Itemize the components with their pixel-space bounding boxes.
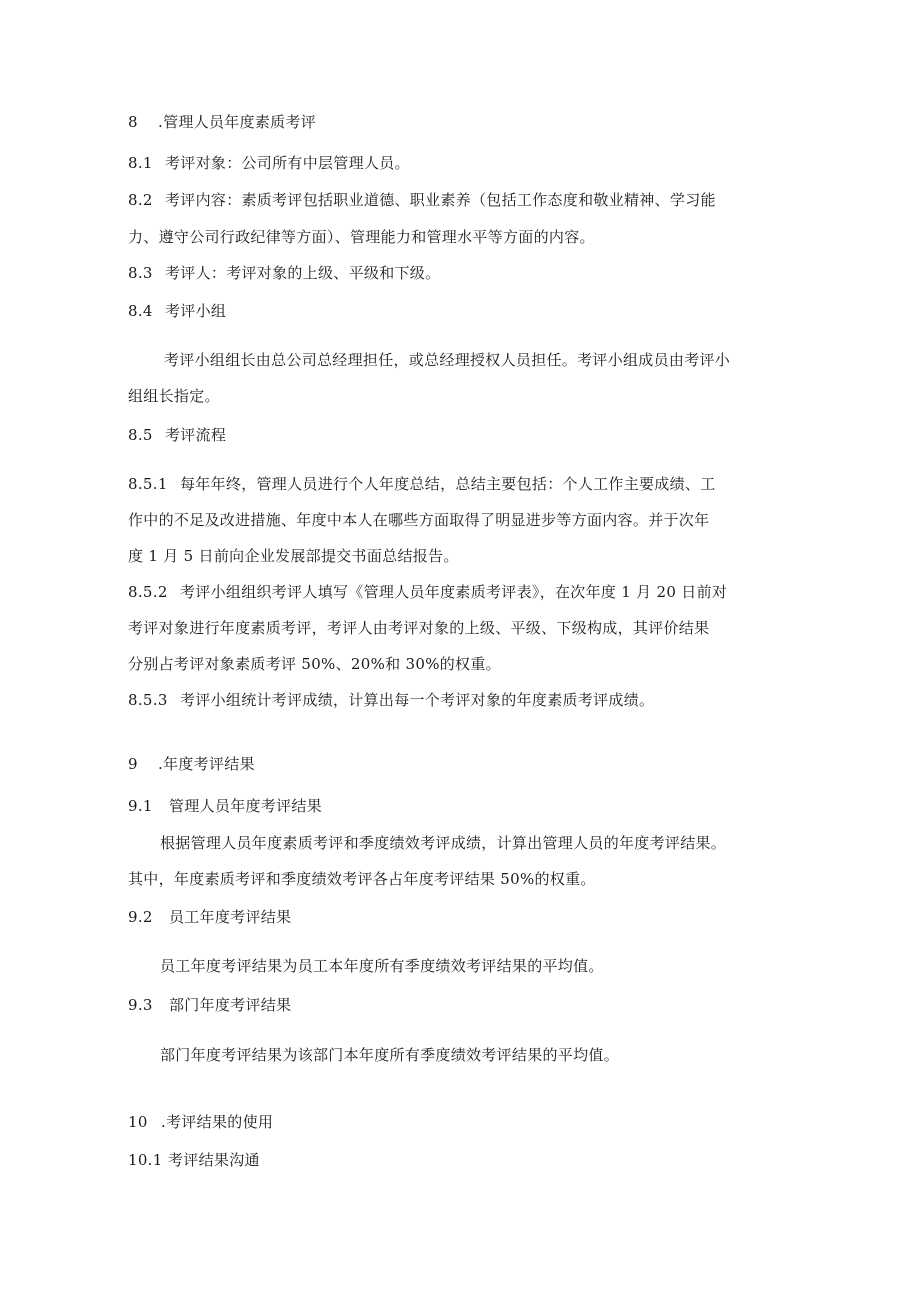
clause-8-2-line-2: 力、遵守公司行政纪律等方面）、管理能力和管理水平等方面的内容。: [128, 228, 595, 246]
clause-text: 管理人员年度考评结果: [169, 797, 323, 815]
clause-9-3-body: 部门年度考评结果为该部门本年度所有季度绩效考评结果的平均值。: [160, 1046, 620, 1064]
clause-9-3: [128, 995, 291, 1015]
clause-8-5-2-line-2: 考评对象进行年度素质考评，考评人由考评对象的上级、平级、下级构成，其评价结果: [128, 619, 710, 637]
clause-8-3: [128, 263, 440, 283]
section-title: .考评结果的使用: [161, 1113, 274, 1131]
section-number: 9: [128, 755, 138, 773]
clause-number: 9.3: [128, 996, 153, 1014]
clause-number: 8.3: [128, 264, 153, 282]
section-9-heading: [128, 754, 255, 774]
clause-text: 部门年度考评结果: [169, 996, 292, 1014]
section-number: 10: [128, 1113, 148, 1131]
clause-8-5-3: [128, 690, 654, 710]
clause-number: 8.2: [128, 191, 153, 209]
clause-text: 考评小组: [165, 302, 227, 320]
section-number: 8: [128, 113, 138, 131]
clause-number: 8.5.2: [128, 583, 168, 601]
clause-9-2: [128, 907, 291, 927]
clause-text: 员工年度考评结果: [169, 908, 292, 926]
clause-text: 考评小组统计考评成绩，计算出每一个考评对象的年度素质考评成绩。: [180, 691, 655, 709]
section-8-heading: [128, 112, 316, 132]
clause-10-1: [128, 1150, 260, 1170]
clause-8-5-2-line-3: 分别占考评对象素质考评 50%、20%和 30%的权重。: [128, 655, 501, 673]
clause-8-5: [128, 425, 226, 445]
clause-number: 8.1: [128, 154, 153, 172]
clause-number: 9.1: [128, 797, 153, 815]
clause-9-2-body: 员工年度考评结果为员工本年度所有季度绩效考评结果的平均值。: [160, 957, 604, 975]
clause-text: 考评流程: [165, 426, 227, 444]
clause-8-5-1-line-2: 作中的不足及改进措施、年度中本人在哪些方面取得了明显进步等方面内容。并于次年: [128, 511, 710, 529]
clause-8-1: [128, 153, 410, 173]
clause-text: 考评小组组织考评人填写《管理人员年度素质考评表》，在次年度 1 月 20 日前对: [180, 583, 728, 601]
clause-text: 每年年终，管理人员进行个人年度总结，总结主要包括：个人工作主要成绩、工: [180, 475, 716, 493]
clause-number: 10.1: [128, 1151, 163, 1169]
clause-text: 考评对象：公司所有中层管理人员。: [165, 154, 410, 172]
clause-number: 8.5: [128, 426, 153, 444]
clause-number: 8.5.3: [128, 691, 168, 709]
section-title: .年度考评结果: [158, 755, 255, 773]
clause-8-2-line-1: [128, 190, 716, 210]
clause-9-1: [128, 796, 322, 816]
clause-8-5-2-line-1: [128, 582, 727, 602]
clause-8-4-body-1: 考评小组组长由总公司总经理担任，或总经理授权人员担任。考评小组成员由考评小: [164, 351, 731, 369]
section-title: .管理人员年度素质考评: [158, 113, 317, 131]
section-10-heading: [128, 1112, 273, 1132]
clause-8-4-body-2: 组组长指定。: [128, 387, 220, 405]
clause-8-4: [128, 301, 226, 321]
clause-9-1-body-1: 根据管理人员年度素质考评和季度绩效考评成绩，计算出管理人员的年度考评结果。: [160, 834, 727, 852]
clause-text: 考评内容：素质考评包括职业道德、职业素养（包括工作态度和敬业精神、学习能: [165, 191, 716, 209]
clause-number: 8.4: [128, 302, 153, 320]
clause-9-1-body-2: 其中，年度素质考评和季度绩效考评各占年度考评结果 50%的权重。: [128, 870, 596, 888]
clause-8-5-1-line-1: [128, 474, 716, 494]
clause-text: 考评人：考评对象的上级、平级和下级。: [165, 264, 441, 282]
clause-number: 8.5.1: [128, 475, 168, 493]
clause-8-5-1-line-3: 度 1 月 5 日前向企业发展部提交书面总结报告。: [128, 547, 459, 565]
clause-text: 考评结果沟通: [168, 1151, 260, 1169]
clause-number: 9.2: [128, 908, 153, 926]
